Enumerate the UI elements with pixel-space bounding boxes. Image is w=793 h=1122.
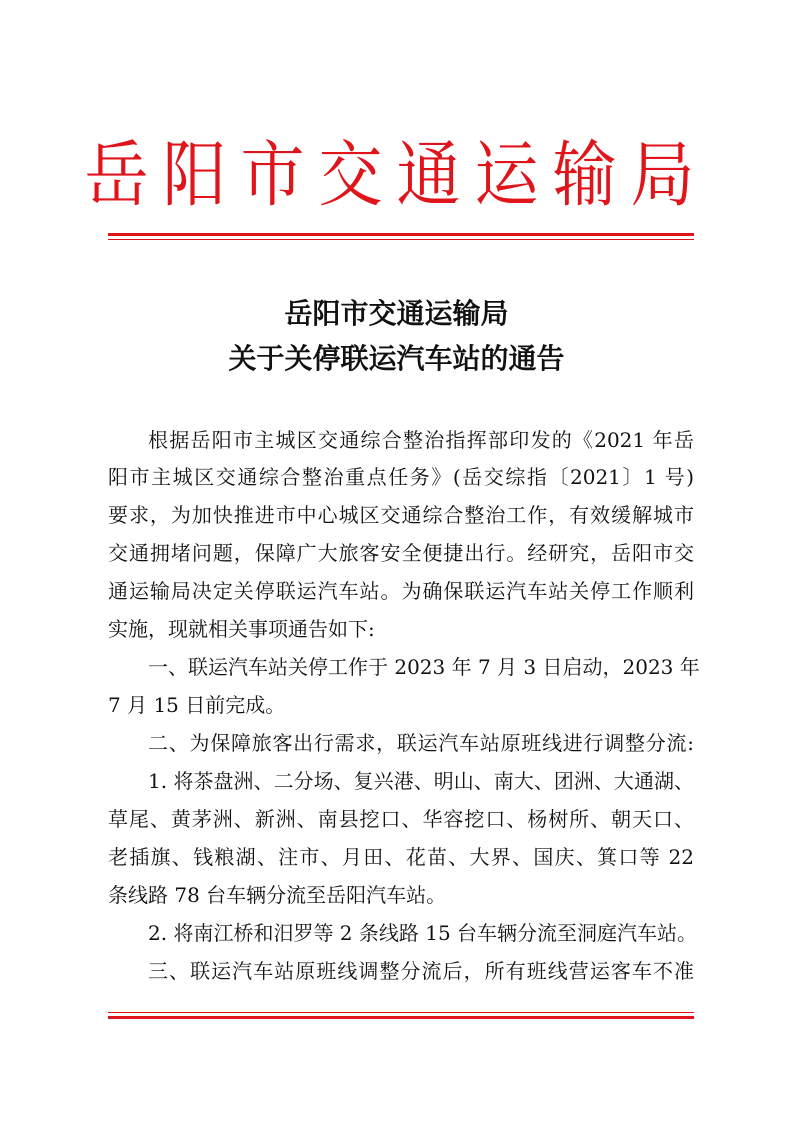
body-line-7: 一、联运汽车站关停工作于 2023 年 7 月 3 日启动，2023 年 [148,655,700,679]
body-line-14: 2. 将南江桥和汨罗等 2 条线路 15 台车辆分流至洞庭汽车站。 [148,921,698,945]
body-line-8: 7 月 15 日前完成。 [108,693,286,717]
body-line-13: 条线路 78 台车辆分流至岳阳汽车站。 [108,883,447,907]
body-line-4: 交通拥堵问题，保障广大旅客安全便捷出行。经研究，岳阳市交 [108,541,694,565]
body-line-10: 1. 将茶盘洲、二分场、复兴港、明山、南大、团洲、大通湖、 [148,769,694,793]
document-title-line2: 关于关停联运汽车站的通告 [228,342,565,375]
letterhead-title: 岳阳市交通运输局 [84,134,709,218]
body-line-15: 三、联运汽车站原班线调整分流后，所有班线营运客车不准 [148,959,694,983]
red-divider-bottom-thick [108,1016,694,1019]
body-line-1: 根据岳阳市主城区交通综合整治指挥部印发的《2021 年岳 [148,428,694,452]
body-line-9: 二、为保障旅客出行需求，联运汽车站原班线进行调整分流: [148,731,694,755]
body-line-6: 实施，现就相关事项通告如下: [108,617,375,641]
body-line-11: 草尾、黄茅洲、新洲、南县挖口、华容挖口、杨树所、朝天口、 [108,807,694,831]
body-line-3: 要求，为加快推进市中心城区交通综合整治工作，有效缓解城市 [108,503,694,527]
body-line-12: 老插旗、钱粮湖、注市、月田、花苗、大界、国庆、箕口等 22 [108,845,694,869]
body-line-2: 阳市主城区交通综合整治重点任务》(岳交综指〔2021〕1 号) [108,465,694,489]
red-divider-top-thick [108,233,694,236]
document-title-line1: 岳阳市交通运输局 [284,297,509,330]
red-divider-bottom-thin [108,1012,694,1013]
body-line-5: 通运输局决定关停联运汽车站。为确保联运汽车站关停工作顺利 [108,579,694,603]
red-divider-top-thin [108,239,694,240]
